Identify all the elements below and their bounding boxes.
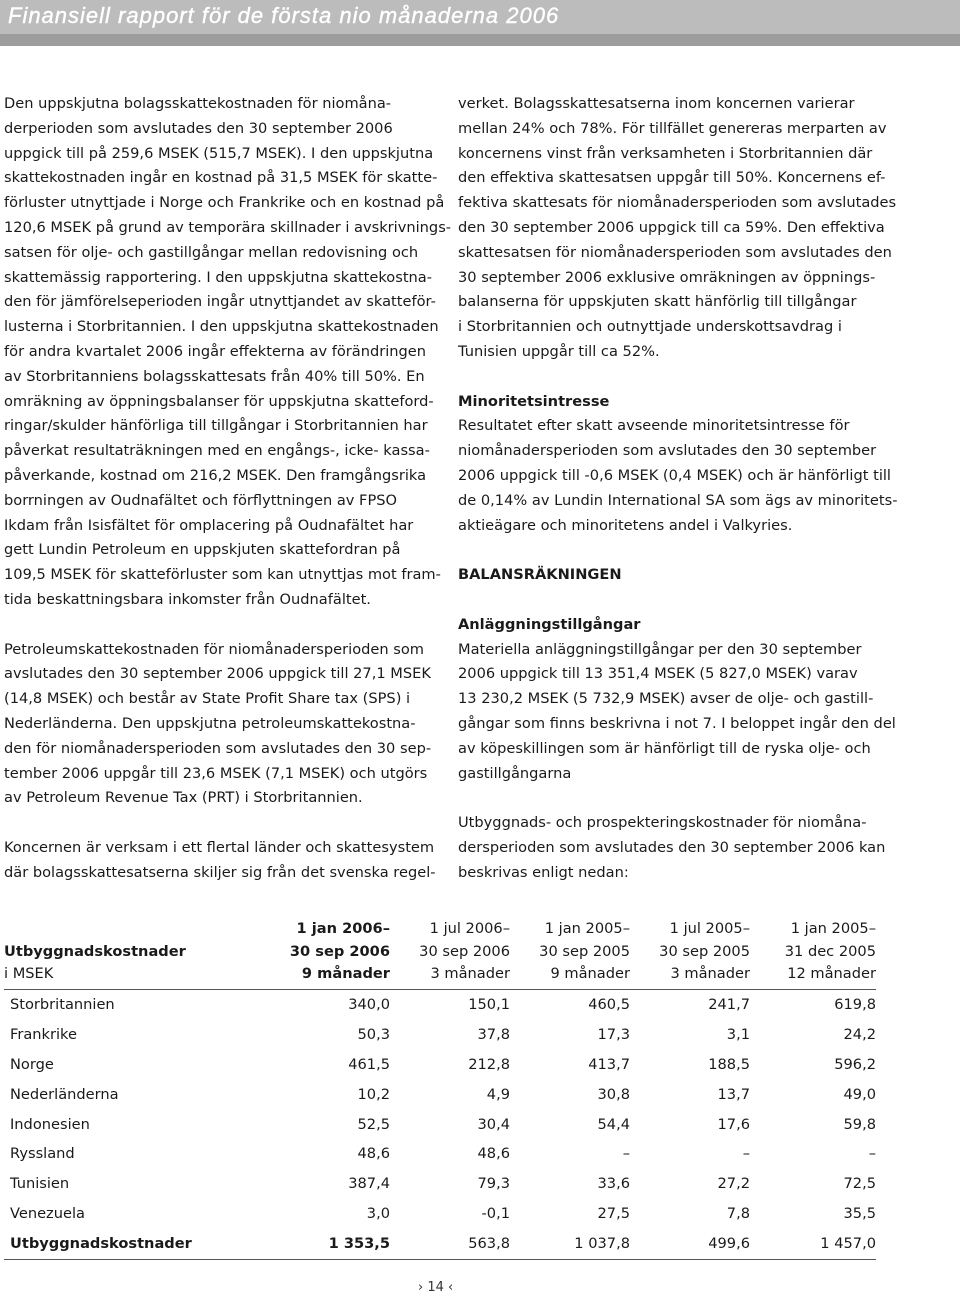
text-line: (14,8 MSEK) och består av State Profit Share tax (SPS) i	[4, 690, 411, 708]
text-line: tember 2006 uppgår till 23,6 MSEK (7,1 MSEK) och utgörs	[4, 764, 428, 782]
page-number: › 14 ‹	[418, 1280, 454, 1295]
text-line: skattekostnaden ingår en kostnad på 31,5 MSEK för skatte-	[4, 169, 438, 187]
assets-paragraph	[458, 638, 928, 787]
cell-value: 241,7	[708, 995, 750, 1013]
table-label-header	[4, 918, 212, 989]
cell-value: 59,8	[843, 1115, 876, 1133]
cell-value: -0,1	[481, 1205, 510, 1223]
cell-value: 1 037,8	[510, 1229, 630, 1259]
text-line: 2006 uppgick till 13 351,4 MSEK (5 827,0 MSEK) varav	[458, 665, 858, 683]
text-line: omräkning av öppningsbalanser för uppskjutna skatteford-	[4, 392, 434, 410]
text-line: Utbyggnads- och prospekteringskostnader för niomåna-	[458, 814, 867, 832]
text-line: gett Lundin Petroleum en uppskjuten skattefordran på	[4, 541, 401, 559]
cell-value: 17,6	[717, 1115, 750, 1133]
text-line: den för niomånadersperioden som avslutades den 30 sep-	[4, 739, 432, 757]
text-line: Materiella anläggningstillgångar per den 30 september	[458, 640, 862, 658]
cell-value: 79,3	[477, 1175, 510, 1193]
cell-value: 30,4	[477, 1115, 510, 1133]
cell-value: 150,1	[468, 995, 510, 1013]
text-line: påverkande, kostnad om 216,2 MSEK. Den framgångsrika	[4, 466, 427, 484]
cell-value: 1 457,0	[750, 1229, 876, 1259]
text-line: där bolagsskattesatserna skiljer sig från det svenska regel-	[4, 863, 436, 881]
text-line: 120,6 MSEK på grund av temporära skillnader i avskrivnings-	[4, 218, 452, 236]
text-line: balanserna för uppskjuten skatt hänförlig till tillgångar	[458, 293, 857, 311]
cell-value: 3,0	[366, 1205, 390, 1223]
cell-value: 37,8	[477, 1025, 510, 1043]
column-header: 1 jan 2006– 30 sep 2006 9 månader	[212, 918, 390, 989]
text-line: av Storbritanniens bolagsskattesats från 40% till 50%. En	[4, 367, 425, 385]
text-line: lusterna i Storbritannien. I den uppskjutna skattekostnaden	[4, 318, 439, 336]
left-column	[4, 92, 452, 886]
table-row	[4, 1169, 876, 1199]
cell-value: 33,6	[597, 1175, 630, 1193]
cell-value: 7,8	[726, 1205, 750, 1223]
row-label: Frankrike	[10, 1025, 77, 1043]
row-label: Indonesien	[10, 1115, 90, 1133]
cell-value: 563,8	[390, 1229, 510, 1259]
text-line: mellan 24% och 78%. För tillfället genereras merparten av	[458, 119, 887, 137]
report-title: Finansiell rapport för de första nio månaderna 2006	[8, 3, 560, 28]
column-header: 1 jul 2006– 30 sep 2006 3 månader	[390, 918, 510, 989]
text-line: den 30 september 2006 uppgick till ca 59%. Den effektiva	[458, 218, 885, 236]
text-line: 13 230,2 MSEK (5 732,9 MSEK) avser de olje- och gastill-	[458, 690, 874, 708]
cell-value: 72,5	[843, 1175, 876, 1193]
row-label: Tunisien	[10, 1175, 70, 1193]
cell-value: 35,5	[843, 1205, 876, 1223]
table-label-line1: Utbyggnadskostnader	[4, 942, 186, 960]
text-line: 109,5 MSEK för skatteförluster som kan utnyttjas mot fram-	[4, 566, 441, 584]
text-line: för andra kvartalet 2006 ingår effekterna av förändringen	[4, 342, 427, 360]
row-label: Norge	[10, 1055, 54, 1073]
text-line: aktieägare och minoritetens andel i Valkyries.	[458, 516, 793, 534]
cell-value: 619,8	[834, 995, 876, 1013]
cell-value: –	[742, 1145, 750, 1163]
cell-value: 52,5	[357, 1115, 390, 1133]
text-line: gångar som finns beskrivna i not 7. I beloppet ingår den del	[458, 714, 896, 732]
cell-value: 27,5	[597, 1205, 630, 1223]
text-line: Ikdam från Isisfältet för omplacering på Oudnafältet har	[4, 516, 414, 534]
text-line: ringar/skulder hänförliga till tillgångar i Storbritannien har	[4, 417, 428, 435]
petroleum-tax-paragraph	[4, 638, 434, 812]
cell-value: 188,5	[708, 1055, 750, 1073]
text-line: fektiva skattesats för niomånadersperioden som avslutades	[458, 194, 897, 212]
cell-value: 49,0	[843, 1085, 876, 1103]
text-line: Resultatet efter skatt avseende minoritetsintresse för	[458, 417, 850, 435]
table-row	[4, 1229, 876, 1259]
text-line: i Storbritannien och outnyttjade underskottsavdrag i	[458, 318, 842, 336]
cell-value: –	[622, 1145, 630, 1163]
text-line: gastillgångarna	[458, 764, 572, 782]
text-line: Den uppskjutna bolagsskattekostnaden för niomåna-	[4, 95, 392, 112]
text-line: den effektiva skattesatsen uppgår till 50%. Koncernens ef-	[458, 169, 886, 187]
table-row	[4, 1199, 876, 1229]
text-line: Petroleumskattekostnaden för niomånadersperioden som	[4, 640, 424, 658]
text-line: tida beskattningsbara inkomster från Oudnafältet.	[4, 590, 371, 608]
page-header	[0, 0, 960, 46]
column-header: 1 jul 2005– 30 sep 2005 3 månader	[630, 918, 750, 989]
cell-value: 24,2	[843, 1025, 876, 1043]
text-line: koncernens vinst från verksamheten i Storbritannien där	[458, 144, 873, 162]
text-line: 2006 uppgick till -0,6 MSEK (0,4 MSEK) och är hänförligt till	[458, 466, 891, 484]
table-row	[4, 1139, 876, 1169]
text-line: 30 september 2006 exklusive omräkningen av öppnings-	[458, 268, 876, 286]
text-line: den för jämförelseperioden ingår utnyttjandet av skatteför-	[4, 293, 436, 311]
cell-value: 54,4	[597, 1115, 630, 1133]
minority-heading: Minoritetsintresse	[458, 392, 610, 410]
cell-value: 30,8	[597, 1085, 630, 1103]
cell-value: 50,3	[357, 1025, 390, 1043]
cell-value: 596,2	[834, 1055, 876, 1073]
assets-heading: Anläggningstillgångar	[458, 615, 641, 633]
cell-value: 48,6	[357, 1145, 390, 1163]
text-line: förluster utnyttjade i Norge och Frankrike och en kostnad på	[4, 194, 445, 212]
text-line: borrningen av Oudnafältet och förflyttningen av FPSO	[4, 491, 397, 509]
text-line: av köpeskillingen som är hänförligt till de ryska olje- och	[458, 739, 871, 757]
development-paragraph	[458, 811, 928, 885]
tax-systems-paragraph	[4, 836, 434, 886]
table-row	[4, 1019, 876, 1049]
cell-value: 340,0	[348, 995, 390, 1013]
text-line: Tunisien uppgår till ca 52%.	[458, 342, 660, 360]
table-row	[4, 989, 876, 1019]
text-line: Nederländerna. Den uppskjutna petroleumskattekostna-	[4, 714, 416, 732]
table-row	[4, 1109, 876, 1139]
cell-value: 3,1	[726, 1025, 750, 1043]
text-line: skattesatsen för niomånadersperioden som avslutades den	[458, 243, 892, 261]
cell-value: 499,6	[630, 1229, 750, 1259]
text-line: dersperioden som avslutades den 30 september 2006 kan	[458, 838, 886, 856]
balance-heading: BALANSRÄKNINGEN	[458, 566, 622, 584]
text-line: derperioden som avslutades den 30 september 2006	[4, 119, 393, 137]
development-costs-table	[4, 918, 876, 1260]
text-line: uppgick till på 259,6 MSEK (515,7 MSEK). I den uppskjutna	[4, 144, 434, 162]
cell-value: 13,7	[717, 1085, 750, 1103]
minority-paragraph	[458, 414, 928, 538]
text-line: verket. Bolagsskattesatserna inom koncernen varierar	[458, 95, 855, 112]
text-line: avslutades den 30 september 2006 uppgick till 27,1 MSEK	[4, 665, 431, 683]
table-row	[4, 1049, 876, 1079]
row-label: Ryssland	[10, 1145, 75, 1163]
cell-value: 387,4	[348, 1175, 390, 1193]
text-line: påverkat resultaträkningen med en engångs-, icke- kassa-	[4, 442, 430, 460]
text-line: de 0,14% av Lundin International SA som ägs av minoritets-	[458, 491, 898, 509]
tax-rate-paragraph	[458, 92, 928, 365]
cell-value: 4,9	[486, 1085, 510, 1103]
text-line: skattemässig rapportering. I den uppskjutna skattekostna-	[4, 268, 432, 286]
cell-value: 460,5	[588, 995, 630, 1013]
table-label-line2: i MSEK	[4, 965, 54, 982]
cell-value: 17,3	[597, 1025, 630, 1043]
header-bar	[0, 34, 960, 46]
cell-value: 1 353,5	[212, 1229, 390, 1259]
row-label: Nederländerna	[10, 1085, 119, 1103]
row-label: Storbritannien	[10, 995, 115, 1013]
cell-value: 461,5	[348, 1055, 390, 1073]
row-label: Venezuela	[10, 1205, 85, 1223]
text-line: satsen för olje- och gastillgångar mellan redovisning och	[4, 243, 419, 261]
right-column	[458, 92, 928, 886]
tax-paragraph	[4, 92, 452, 613]
text-line: av Petroleum Revenue Tax (PRT) i Storbritannien.	[4, 789, 363, 807]
cell-value: 48,6	[477, 1145, 510, 1163]
cell-value: –	[868, 1145, 876, 1163]
cell-value: 413,7	[588, 1055, 630, 1073]
cell-value: 212,8	[468, 1055, 510, 1073]
table-row	[4, 1079, 876, 1109]
cell-value: 27,2	[717, 1175, 750, 1193]
text-line: niomånadersperioden som avslutades den 30 september	[458, 442, 877, 460]
column-header: 1 jan 2005– 31 dec 2005 12 månader	[750, 918, 876, 989]
text-line: Koncernen är verksam i ett flertal länder och skattesystem	[4, 838, 435, 856]
cell-value: 10,2	[357, 1085, 390, 1103]
text-line: beskrivas enligt nedan:	[458, 863, 629, 881]
column-header: 1 jan 2005– 30 sep 2005 9 månader	[510, 918, 630, 989]
row-label: Utbyggnadskostnader	[4, 1229, 212, 1259]
